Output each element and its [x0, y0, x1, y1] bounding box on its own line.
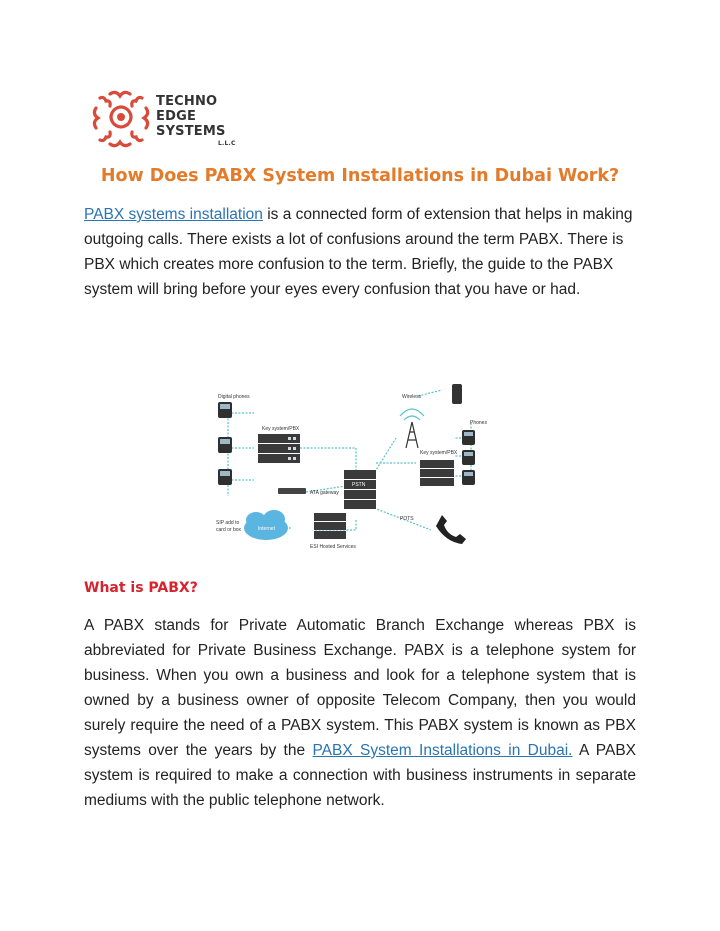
diagram-label-sip: SIP add to — [216, 520, 240, 526]
diagram-label-pstn: PSTN — [352, 482, 366, 488]
wireless-tower-icon — [400, 409, 424, 448]
diagram-label-key-system-right: Key system/PBX — [420, 450, 458, 456]
logo-llc: L.L.C — [218, 140, 236, 147]
logo-wordmark — [156, 94, 236, 148]
diagram-label-key-system-left: Key system/PBX — [262, 426, 300, 432]
intro-paragraph — [84, 202, 636, 302]
section-text-2: A PABX system is required to make a connection with business instruments in separate mediums with the public telephone network. — [84, 742, 636, 809]
diagram-label-wireless: Wireless — [402, 394, 422, 400]
diagram-label-internet: Internet — [258, 526, 275, 532]
diagram-label-esi: ESI Hosted Services — [310, 544, 356, 550]
section-paragraph — [84, 613, 636, 813]
logo-line-3: SYSTEMS — [156, 124, 226, 139]
ata-gateway-icon — [278, 488, 306, 494]
company-logo — [90, 88, 250, 158]
pabx-network-diagram — [206, 368, 512, 566]
key-system-right-icon — [420, 460, 454, 486]
diagram-label-digital-phones: Digital phones — [218, 394, 250, 400]
diagram-label-pots: POTS — [400, 516, 414, 522]
digital-phone-icon — [218, 402, 232, 485]
phones-right-icon — [462, 430, 475, 485]
intro-text: is a connected form of extension that helps in making outgoing calls. There exists a lot of confusions around the term PABX. There is PBX which creates more confusion to the term. Briefly, the guide to the PABX system will bring before your eyes every confusion that you have or had. — [84, 206, 633, 298]
logo-line-2: EDGE — [156, 109, 197, 124]
internet-cloud-icon — [244, 510, 288, 540]
logo-mark-icon — [90, 88, 152, 150]
mobile-phone-icon — [452, 384, 462, 404]
key-system-icon — [258, 434, 300, 463]
diagram-label-ata-gateway: ATA gateway — [310, 490, 339, 496]
section-text-1: A PABX stands for Private Automatic Branch Exchange whereas PBX is abbreviated for Private Business Exchange. PABX is a telephone system for business. When you own a business and look for a telephone system that is owned by a business owner of opposite Telecom Company, then you would surely require the need of a PABX system. This PABX system is known as PBX systems over the years by the — [84, 617, 636, 759]
esi-hosted-server-icon — [314, 513, 346, 539]
diagram-label-sip-2: card or box — [216, 527, 242, 533]
pabx-installation-link[interactable]: PABX systems installation — [84, 206, 263, 223]
pabx-dubai-link[interactable]: PABX System Installations in Dubai. — [312, 742, 573, 759]
pots-handset-icon — [436, 515, 466, 544]
diagram-label-phones: Phones — [470, 420, 487, 426]
logo-line-1: TECHNO — [156, 94, 218, 109]
page-title: How Does PABX System Installations in Dubai Work? — [100, 166, 620, 186]
section-heading: What is PABX? — [84, 580, 198, 596]
pstn-server-icon — [344, 470, 376, 509]
